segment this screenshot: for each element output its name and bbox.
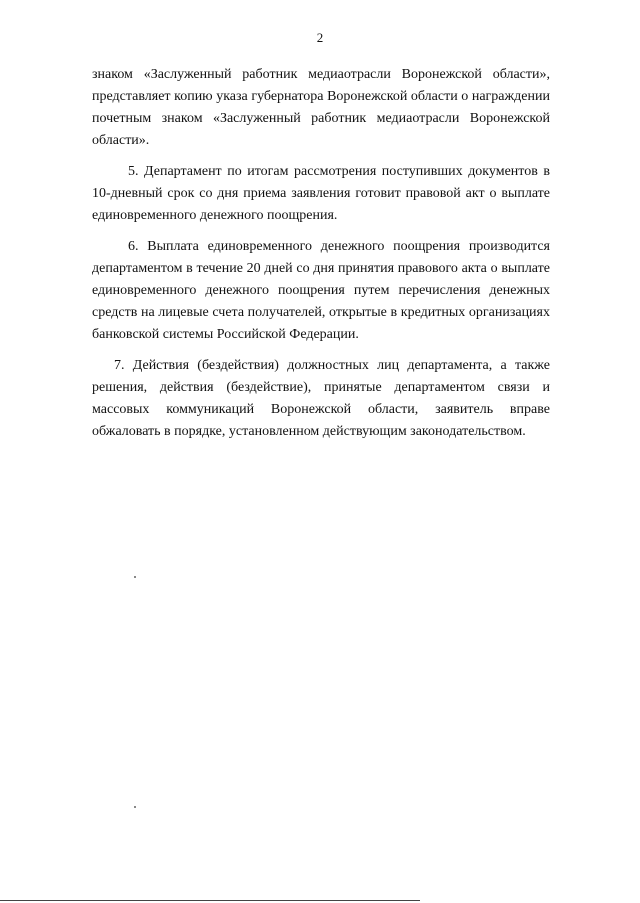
document-body	[92, 64, 550, 452]
page-number: 2	[316, 30, 324, 45]
paragraph-item-6: 6. Выплата единовременного денежного поощрения производится департаментом в течение 20 дней со дня принятия правового акта о выплате единовременного денежного поощрения путем перечисления денежных средств на лицевые счета получателей, открытые в кредитных организациях банковской системы Российской Федерации.	[92, 239, 550, 342]
bottom-edge-line	[0, 900, 420, 901]
scan-speck	[134, 806, 136, 808]
paragraph-item-5: 5. Департамент по итогам рассмотрения поступивших документов в 10-дневный срок со дня приема заявления готовит правовой акт о выплате единовременного денежного поощрения.	[92, 164, 550, 223]
paragraph-item-7: 7. Действия (бездействия) должностных лиц департамента, а также решения, действия (бездействие), принятые департаментом связи и массовых коммуникаций Воронежской области, заявитель вправе обжаловать в порядке, установленном действующим законодательством.	[92, 358, 550, 439]
scan-speck	[134, 576, 136, 578]
paragraph-continuation: знаком «Заслуженный работник медиаотрасли Воронежской области», представляет копию указа губернатора Воронежской области о награждении почетным знаком «Заслуженный работник медиаотрасли Воронежской области».	[92, 67, 550, 148]
